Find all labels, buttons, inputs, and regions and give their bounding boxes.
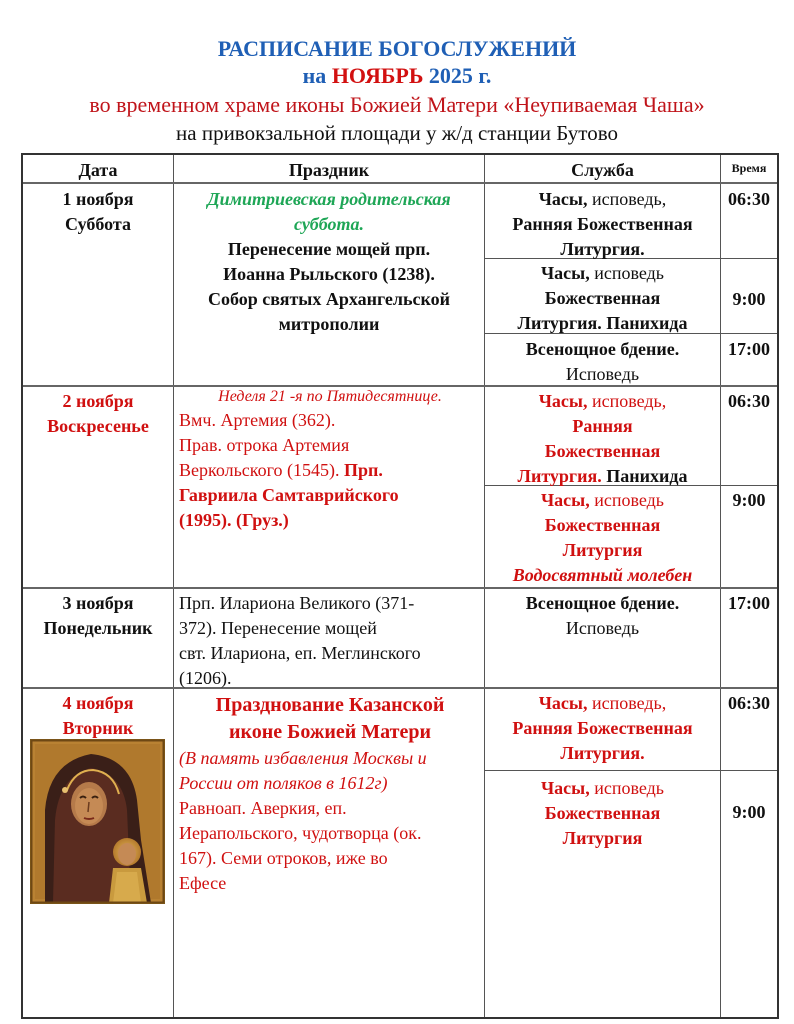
feast-cell	[179, 386, 481, 533]
service-cell	[485, 389, 720, 489]
service-cell	[485, 261, 720, 336]
date-text: 1 ноября	[62, 189, 134, 209]
feast-line: Прав. отрока Артемия	[179, 435, 350, 455]
service-time: 9:00	[732, 490, 766, 510]
feast-italic: (В память избавления Москвы и	[179, 748, 427, 768]
col-divider	[720, 155, 721, 1017]
feast-title: Празднование Казанской	[215, 694, 445, 716]
service-line: Божественная	[544, 288, 661, 308]
church-name: во временном храме иконы Божией Матери «Неупиваемая Чаша»	[89, 92, 705, 117]
feast-cell	[179, 591, 481, 691]
feast-line: Иерапольского, чудотворца (ок.	[179, 823, 422, 843]
service-time: 06:30	[728, 391, 770, 411]
page-subtitle	[0, 63, 794, 89]
service-line: Часы, исповедь,	[538, 693, 667, 713]
service-line: Часы, исповедь,	[538, 391, 667, 411]
header-date: Дата	[78, 160, 118, 180]
feast-line: Иоанна Рыльского (1238).	[223, 264, 435, 284]
header-time: Время	[731, 161, 767, 175]
weekday-text: Понедельник	[43, 618, 153, 638]
service-time: 06:30	[728, 189, 770, 209]
service-time: 17:00	[728, 593, 770, 613]
feast-line: свт. Илариона, еп. Меглинского	[179, 643, 421, 663]
feast-line: 372). Перенесение мощей	[179, 618, 377, 638]
service-cell	[485, 776, 720, 851]
page-title: РАСПИСАНИЕ БОГОСЛУЖЕНИЙ	[217, 36, 577, 61]
feast-line: (1995). (Груз.)	[179, 510, 289, 530]
service-time: 06:30	[728, 693, 770, 713]
service-time: 17:00	[728, 339, 770, 359]
subtitle-month: НОЯБРЬ	[331, 63, 424, 88]
service-line: Литургия	[562, 828, 643, 848]
service-line	[485, 464, 720, 489]
feast-line: Гавриила Самтаврийского	[179, 485, 399, 505]
service-time: 9:00	[732, 802, 766, 822]
day-date	[23, 691, 173, 741]
feast-text: Веркольского (1545).	[179, 460, 340, 480]
service-line: Всенощное бдение.	[525, 593, 680, 613]
service-line: Литургия.	[560, 743, 645, 763]
service-line: Ранняя Божественная	[512, 718, 693, 738]
service-divider	[484, 770, 777, 771]
church-location: на привокзальной площади у ж/д станции Бутово	[176, 121, 618, 145]
header-service: Служба	[571, 160, 634, 180]
weekday-text: Вторник	[62, 718, 134, 738]
feast-cell	[174, 187, 484, 337]
service-line: Ранняя Божественная	[512, 214, 693, 234]
feast-line: Ефесе	[179, 873, 227, 893]
subtitle-prefix: на	[302, 63, 327, 88]
icon-image	[31, 740, 164, 903]
service-cell	[485, 488, 720, 588]
date-text: 2 ноября	[62, 391, 134, 411]
service-cell	[485, 691, 720, 766]
feast-line: (1206).	[179, 668, 232, 688]
service-cell	[485, 187, 720, 262]
feast-line: Собор святых Архангельской	[207, 289, 451, 309]
service-line: Часы, исповедь	[540, 490, 665, 510]
service-line: Божественная	[544, 515, 661, 535]
service-line: Ранняя	[572, 416, 633, 436]
feast-italic: Неделя 21 -я по Пятидесятнице.	[218, 388, 442, 405]
feast-line: митрополии	[278, 314, 380, 334]
kazan-icon	[30, 739, 165, 904]
service-line: Литургия	[562, 540, 643, 560]
feast-title: иконе Божией Матери	[228, 721, 432, 743]
feast-line: Равноап. Аверкия, еп.	[179, 798, 347, 818]
feast-line: 167). Семи отроков, иже во	[179, 848, 388, 868]
service-line: Божественная	[544, 441, 661, 461]
service-cell	[485, 337, 720, 387]
service-line: Всенощное бдение.	[525, 339, 680, 359]
day-date	[23, 591, 173, 641]
service-line: Исповедь	[565, 364, 640, 384]
date-text: 4 ноября	[62, 693, 134, 713]
service-text: Литургия.	[517, 466, 602, 486]
feast-text: Прп.	[344, 460, 383, 480]
day-date	[23, 389, 173, 439]
service-line: Часы, исповедь	[540, 263, 665, 283]
subtitle-year: 2025 г.	[428, 63, 492, 88]
service-line: Часы, исповедь	[540, 778, 665, 798]
service-line: Исповедь	[565, 618, 640, 638]
service-line: Литургия. Панихида	[517, 313, 688, 333]
feast-line: Прп. Илариона Великого (371-	[179, 593, 415, 613]
day-date	[23, 187, 173, 237]
feast-line: Перенесение мощей прп.	[227, 239, 431, 259]
weekday-text: Суббота	[65, 214, 131, 234]
feast-italic: России от поляков в 1612г)	[179, 773, 388, 793]
weekday-text: Воскресенье	[47, 416, 149, 436]
date-text: 3 ноября	[62, 593, 134, 613]
feast-line: Вмч. Артемия (362).	[179, 410, 336, 430]
service-cell	[485, 591, 720, 641]
feast-italic: Димитриевская родительская суббота.	[207, 189, 451, 234]
feast-line	[179, 458, 481, 483]
service-line: Часы, исповедь,	[538, 189, 667, 209]
feast-cell	[179, 692, 481, 896]
service-line: Божественная	[544, 803, 661, 823]
service-time: 9:00	[732, 289, 766, 309]
service-text: Панихида	[606, 466, 688, 486]
service-line: Литургия.	[560, 239, 645, 259]
service-line: Водосвятный молебен	[512, 565, 693, 585]
header-feast: Праздник	[288, 160, 370, 180]
